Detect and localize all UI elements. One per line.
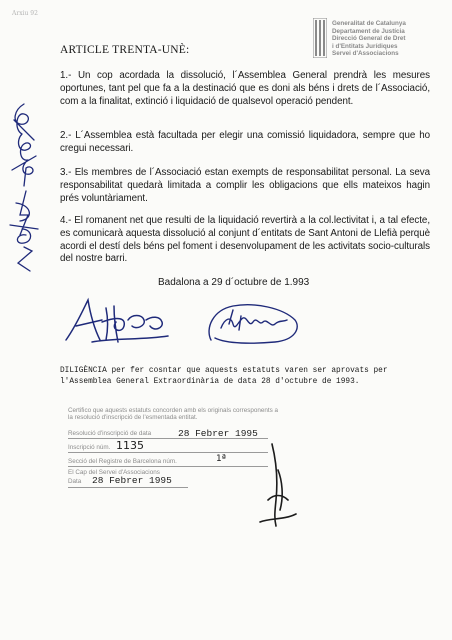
corner-note: Arxiu 92 (12, 10, 38, 17)
signature-official (258, 440, 298, 530)
margin-signature-top (6, 100, 42, 190)
field-value-resolution: 28 Febrer 1995 (178, 428, 258, 439)
paragraph-1: 1.- Un cop acordada la dissolució, l´Assemblea General prendrà les mesures oportunes, tant pel que fa a la destinació que es doni als béns i drets de l´Associació, com a la finalitat, extinció i liquidació de qualsevol operació pendent. (60, 70, 430, 107)
paragraph-3: 3.- Els membres de l´Associació estan exempts de responsabilitat personal. La seva responsabilitat quedarà limitada a complir les obligacions que ells mateixos hagin prés voluntàriament. (60, 167, 430, 204)
article-title: ARTICLE TRENTA-UNÈ: (60, 44, 190, 56)
stamp-line: Departament de Justícia (332, 27, 405, 35)
field-value-inscription: 1135 (116, 439, 144, 452)
signature-left (62, 296, 172, 348)
field-value-date: 28 Febrer 1995 (92, 475, 172, 486)
paragraph-4: 4.- El romanent net que resulti de la liquidació revertirà a la col.lectivitat i, a tal efecte, es comunicarà aquesta dissolució al conjunt d´entitats de Sant Antoni de Llefià perquè acordi el destí dels béns pel foment i desenvolupament de les activitats socio-culturals del nostre barri. (60, 215, 430, 265)
field-label-resolution: Resolució d'inscripció de data (68, 430, 152, 437)
place-and-date: Badalona a 29 d´octubre de 1.993 (158, 277, 310, 288)
margin-signature-bottom (6, 185, 42, 275)
field-underline (68, 452, 268, 453)
field-label-head: El Cap del Servei d'Associacions (68, 469, 160, 476)
stamp-line: Generalitat de Catalunya (332, 20, 406, 27)
field-underline (68, 466, 268, 467)
field-label-date: Data (68, 478, 82, 485)
paragraph-2: 2.- L´Assemblea està facultada per elegir una comissió liquidadora, sempre que ho cregui necessari. (60, 130, 430, 154)
stamp-line: i d'Entitats Jurídiques (332, 42, 398, 50)
signature-right (203, 300, 303, 348)
generalitat-stamp (313, 18, 433, 60)
field-underline (68, 487, 188, 488)
field-label-section: Secció del Registre de Barcelona núm. (68, 458, 177, 465)
field-label-inscription: Inscripció núm. (68, 444, 111, 451)
certification-text: Certifico que aquests estatuts concorden amb els originals corresponents a la resolució d'inscripció de l'esmentada entitat. (68, 407, 279, 421)
stamp-line: Servei d'Associacions (332, 50, 399, 58)
diligencia-note: DILIGÈNCIA per fer cosntar que aquests estatuts varen ser aprovats per l'Assemblea General Extraordinària de data 28 d'octubre de 1993. (60, 367, 388, 386)
generalitat-logo-icon (313, 18, 327, 58)
stamp-text (332, 20, 406, 58)
stamp-line: Direcció General de Dret (332, 35, 406, 43)
certification-stamp (68, 407, 284, 489)
field-value-section: 1ª (216, 454, 226, 464)
